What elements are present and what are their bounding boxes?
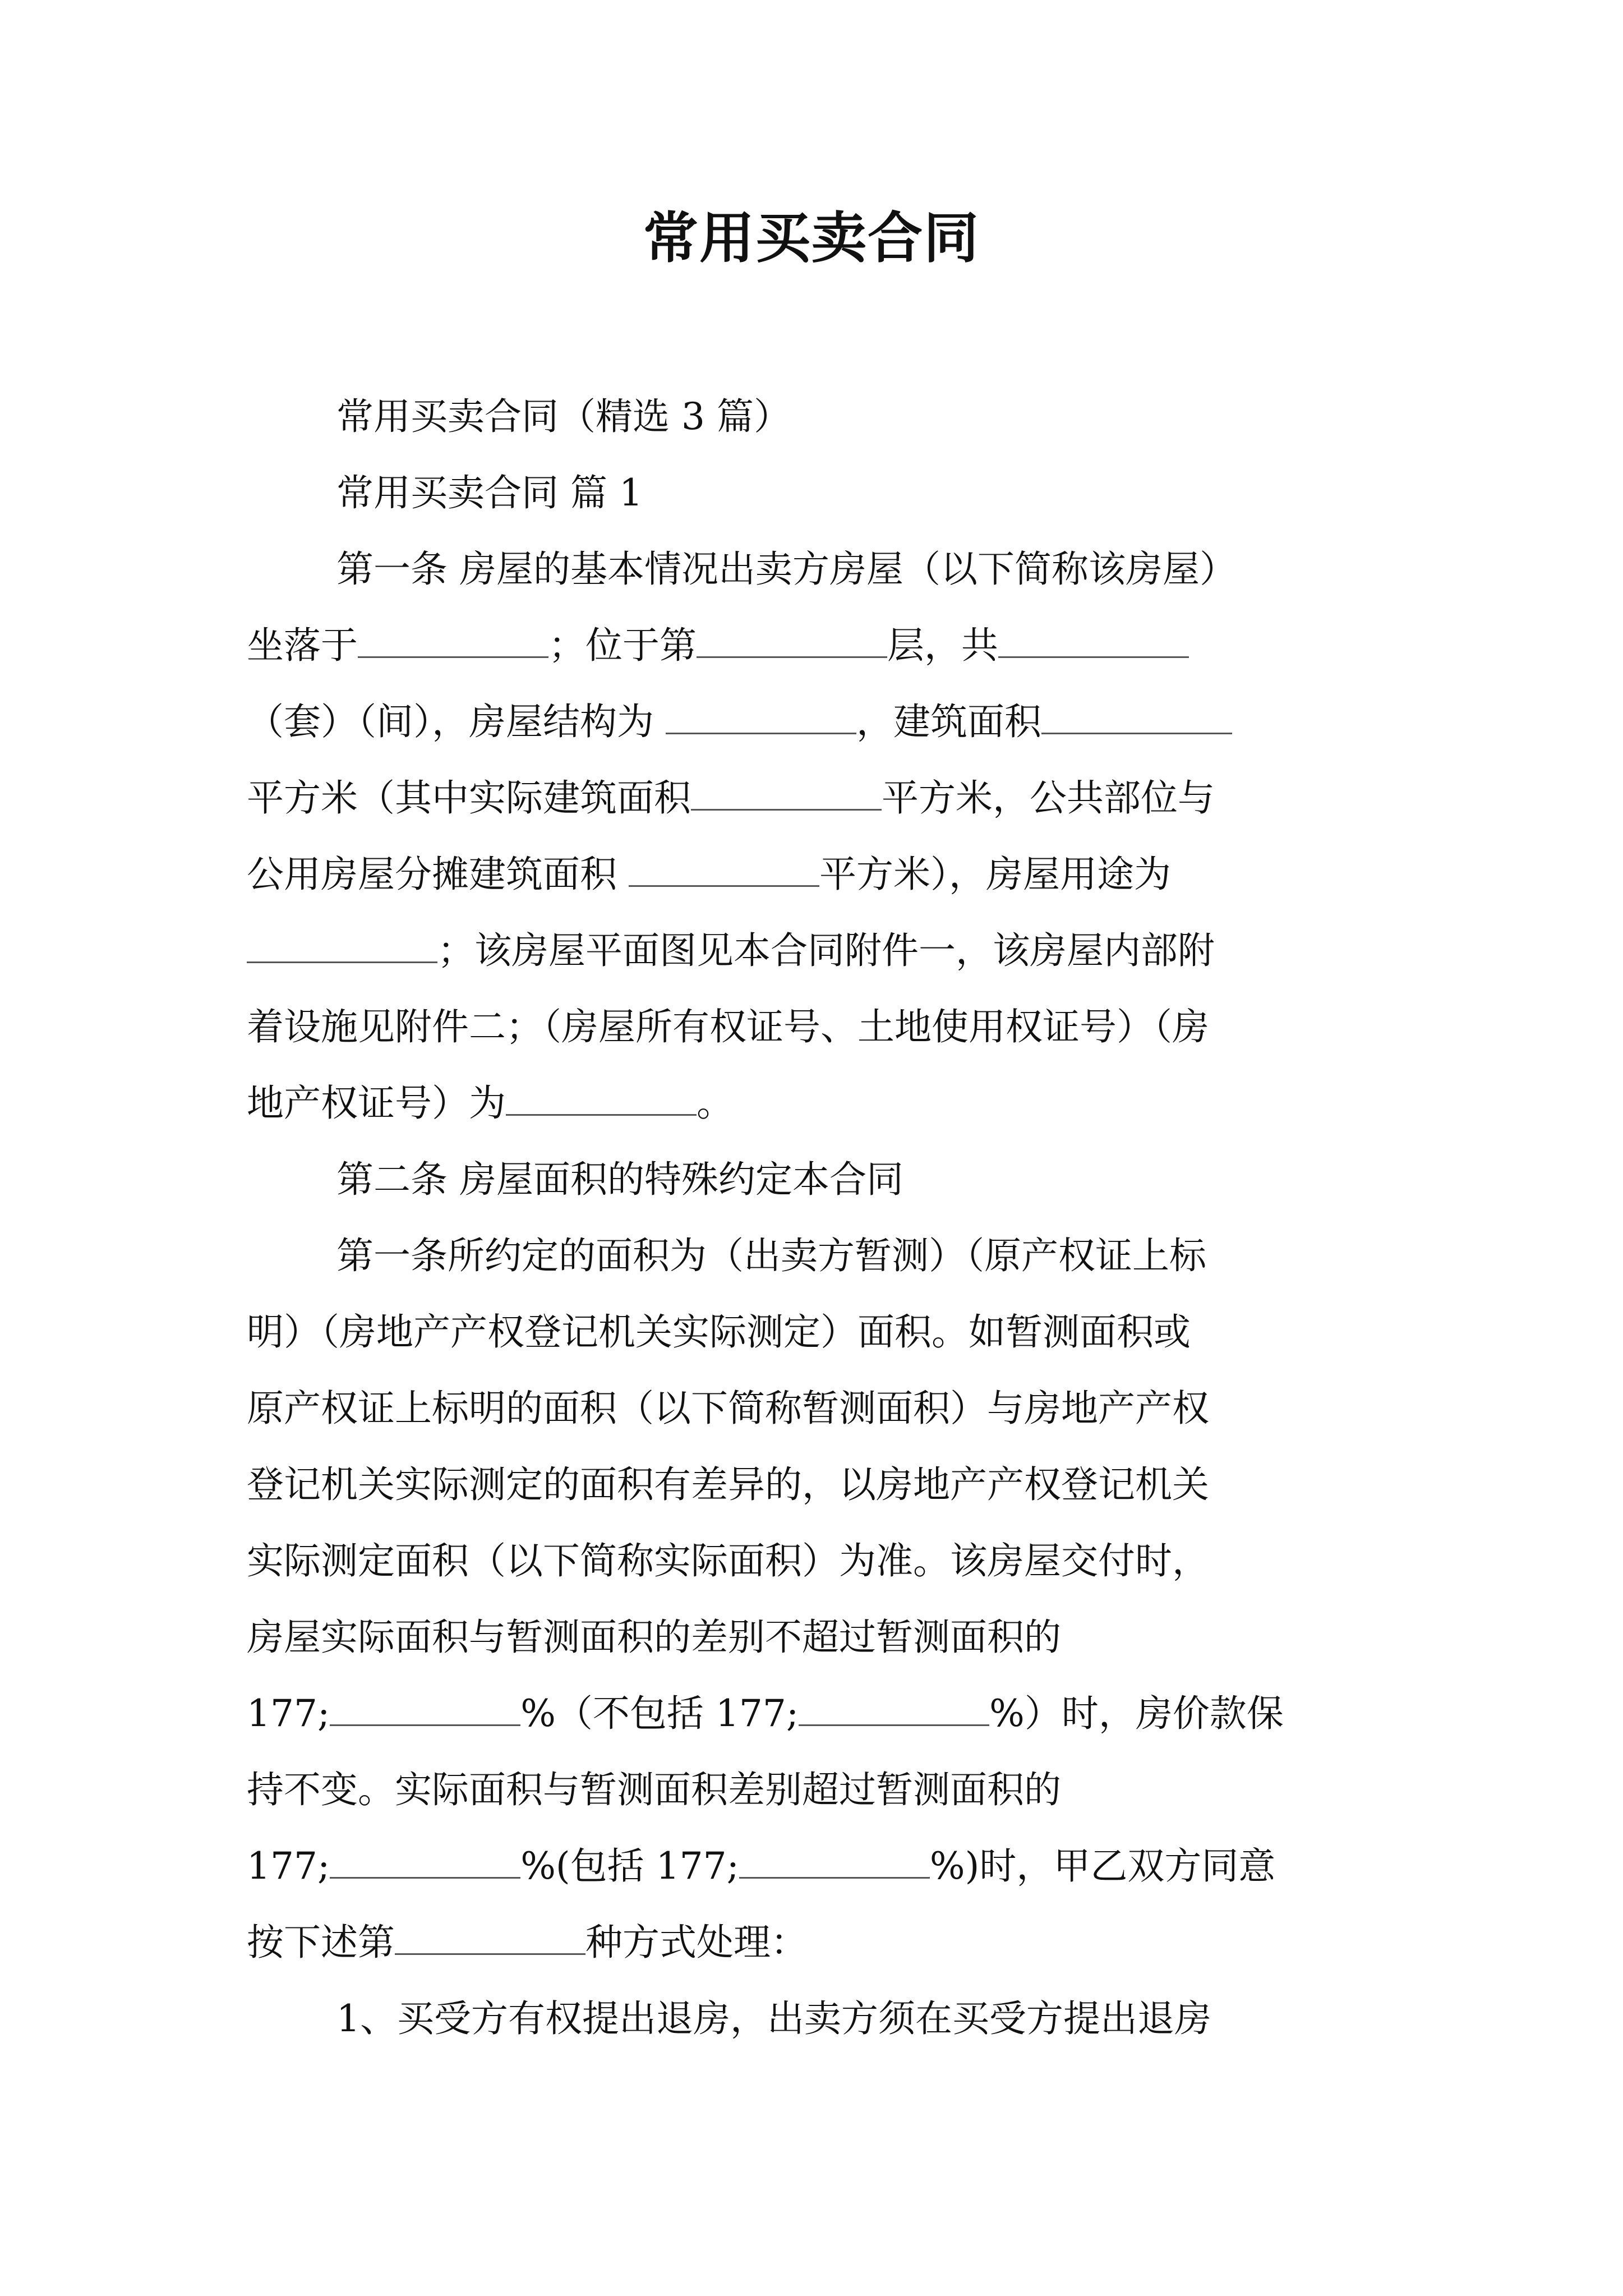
text-run: %）时，房价款保 [989,1692,1284,1735]
text-run: %)时，甲乙双方同意 [929,1844,1276,1888]
article-2-line [247,1828,1380,1904]
blank-field [358,625,548,658]
text-run: ；位于第 [548,624,697,667]
text-run: 按下述第 [247,1921,395,1964]
blank-field [395,1922,585,1955]
article-2-line: 实际测定面积（以下简称实际面积）为准。该房屋交付时， [247,1539,1209,1582]
article-2-line: 原产权证上标明的面积（以下简称暂测面积）与房地产产权 [247,1387,1209,1430]
article-2-line [247,1676,1380,1752]
blank-field [1041,701,1232,734]
article-1-line [247,836,1380,913]
article-2-line: 持不变。实际面积与暂测面积差别超过暂测面积的 [247,1768,1061,1811]
text-run: 。 [697,1082,734,1125]
text-run: 公用房屋分摊建筑面积 [247,853,629,896]
text-run: ，建筑面积 [856,700,1041,743]
text-run: 177; [247,1844,330,1888]
text-run: %(包括 177; [520,1844,739,1888]
article-1-line [247,760,1380,836]
blank-field [666,701,856,734]
article-1-line [247,608,1380,684]
article-2-line: 第一条所约定的面积为（出卖方暂测）（原产权证上标 [336,1234,1206,1277]
document-title: 常用买卖合同 [643,206,980,270]
text-run: 种方式处理： [585,1921,808,1964]
blank-field [506,1083,697,1116]
blank-field [998,625,1189,658]
blank-field [330,1693,520,1726]
document-body [247,379,1380,2057]
section-heading: 常用买卖合同 篇 1 [336,471,643,514]
blank-field [799,1693,989,1726]
blank-field [697,625,887,658]
text-run: %（不包括 177; [520,1692,799,1735]
text-run: 平方米，公共部位与 [882,776,1215,820]
blank-field [629,854,819,887]
article-2-line: 登记机关实际测定的面积有差异的，以房地产产权登记机关 [247,1463,1209,1506]
article-2-line: 房屋实际面积与暂测面积的差别不超过暂测面积的 [247,1616,1061,1659]
document-subtitle: 常用买卖合同（精选 3 篇） [336,395,791,438]
blank-field [247,930,437,963]
text-run: 层，共 [887,624,998,667]
blank-field [691,777,882,811]
article-2-line [247,1904,1380,1981]
blank-field [739,1846,930,1879]
text-run: 平方米（其中实际建筑面积 [247,776,691,820]
text-run: 177; [247,1692,330,1735]
text-run: 平方米），房屋用途为 [819,853,1171,896]
article-2-line: 明）（房地产产权登记机关实际测定）面积。如暂测面积或 [247,1310,1191,1354]
article-1-line [247,684,1380,760]
article-1-line: 第一条 房屋的基本情况出卖方房屋（以下简称该房屋） [336,547,1237,591]
text-run: （套）（间），房屋结构为 [247,700,666,743]
text-run: 地产权证号）为 [247,1082,506,1125]
article-2-line: 第二条 房屋面积的特殊约定本合同 [336,1158,903,1201]
text-run: ；该房屋平面图见本合同附件一，该房屋内部附 [437,929,1215,972]
article-1-line: 着设施见附件二；（房屋所有权证号、土地使用权证号）（房 [247,1005,1209,1048]
text-run: 坐落于 [247,624,358,667]
article-1-line [247,1065,1380,1142]
list-item: 1、买受方有权提出退房，出卖方须在买受方提出退房 [336,1997,1211,2040]
blank-field [330,1846,520,1879]
article-1-line [247,913,1380,989]
